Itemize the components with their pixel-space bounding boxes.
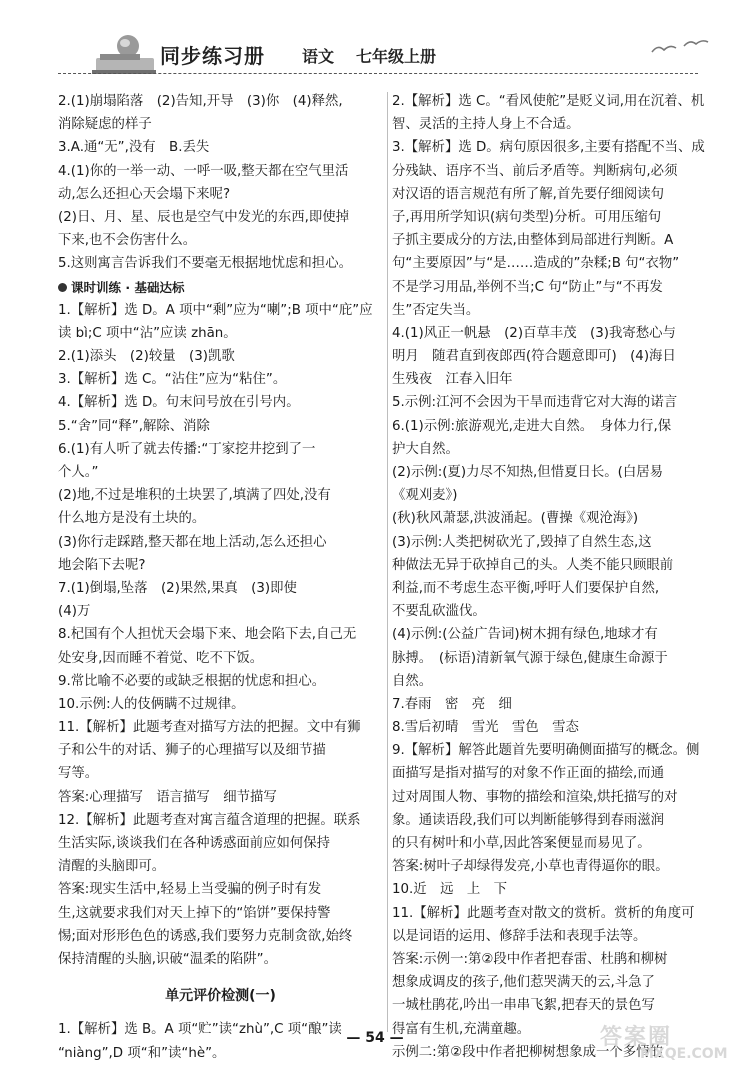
answer-line: 10.近 远 上 下 — [392, 882, 508, 898]
answer-line: (秋)秋风萧瑟,洪波涌起。(曹操《观沧海》) — [392, 511, 639, 527]
answer-line: 护大自然。 — [392, 441, 459, 457]
answer-line: 的只有树叶和小草,因此答案便显而易见了。 — [392, 836, 651, 851]
series-title: 同步练习册 — [160, 44, 265, 68]
answer-line: (3)你行走踩踏,整天都在地上活动,怎么还担心 — [58, 534, 327, 550]
answer-line: 个人。” — [58, 465, 99, 481]
answer-line: 3.A.通“无”,没有 B.丢失 — [58, 140, 210, 156]
answer-line: 11.【解析】此题考查对散文的赏析。赏析的角度可 — [392, 905, 695, 921]
answer-line: “niàng”,D 项“和”读“hè”。 — [58, 1045, 226, 1061]
flying-birds-icon — [648, 36, 718, 60]
answer-line: 答案:示例一:第②段中作者把春雷、杜鹃和柳树 — [392, 951, 668, 967]
answer-line: 生活实际,谈谈我们在各种诱惑面前应如何保持 — [58, 836, 331, 852]
grade-label: 七年级上册 — [356, 47, 437, 66]
answer-line: 生残夜 江春入旧年 — [392, 372, 513, 388]
answer-line: 得富有生机,充满童趣。 — [392, 1021, 531, 1037]
answer-line: (4)示例:(公益广告词)树木拥有绿色,地球才有 — [392, 627, 658, 643]
page-header — [48, 28, 708, 84]
answer-line: 6.(1)示例:旅游观光,走进大自然。 身体力行,保 — [392, 418, 672, 434]
answer-line: 示例二:第②段中作者把柳树想象成一个多情的 — [392, 1044, 663, 1060]
answer-line: 想象成调皮的孩子,他们惹哭满天的云,斗急了 — [392, 975, 655, 991]
answer-line: 8.杞国有个人担忧天会塌下来、地会陷下去,自己无 — [58, 627, 357, 643]
answer-line: 3.【解析】选 D。病句原因很多,主要有搭配不当、成 — [392, 140, 705, 156]
answer-line: 答案:树叶子却绿得发亮,小草也青得逼你的眼。 — [392, 859, 669, 875]
answer-line: 下来,也不会伤害什么。 — [58, 233, 197, 249]
answer-line: 9.【解析】解答此题首先要明确侧面描写的概念。侧 — [392, 743, 700, 759]
subject-label: 语文 — [302, 47, 335, 66]
answer-line: 读 bì;C 项中“沾”应读 zhān。 — [58, 325, 237, 341]
answer-line: 4.(1)风正一帆悬 (2)百草丰茂 (3)我寄愁心与 — [392, 325, 676, 341]
answer-line: 4.【解析】选 D。句末问号放在引号内。 — [58, 395, 300, 411]
book-globe-logo-icon — [88, 32, 158, 78]
answer-line: 4.(1)你的一举一动、一呼一吸,整天都在空气里活 — [58, 163, 349, 179]
watermark-url: MXQE.COM — [640, 1046, 728, 1062]
answer-line: 子抓主要成分的方法,由整体到局部进行判断。A — [392, 233, 674, 249]
answer-line: 自然。 — [392, 673, 433, 689]
answer-line: 以是词语的运用、修辞手法和表现手法等。 — [392, 928, 647, 944]
section-heading: 课时训练 · 基础达标 — [58, 276, 383, 299]
answer-line: 7.(1)倒塌,坠落 (2)果然,果真 (3)即使 — [58, 580, 297, 596]
left-column — [58, 90, 383, 1065]
unit-title: 单元评价检测(一) — [165, 988, 276, 1005]
answer-line: 1.【解析】选 D。A 项中“剩”应为“喇”;B 项中“庇”应 — [58, 302, 373, 318]
answer-line: 5.示例:江河不会因为干旱而违背它对大海的诺言 — [392, 395, 678, 411]
answer-line: (2)示例:(夏)力尽不知热,但惜夏日长。(白居易 — [392, 465, 664, 480]
answer-line: 惕;面对形形色色的诱惑,我们要努力克制贪欲,始终 — [58, 928, 353, 944]
answer-line: 明月 随君直到夜郎西(符合题意即可) (4)海日 — [392, 349, 676, 365]
answer-line: 什么地方是没有土块的。 — [58, 511, 206, 527]
answer-line: 9.常比喻不必要的或缺乏根据的忧虑和担心。 — [58, 673, 326, 689]
answer-line: 《观刈麦》) — [392, 488, 458, 504]
answer-line: 分残缺、语序不当、前后矛盾等。判断病句,必须 — [392, 163, 678, 179]
answer-line: (4)万 — [58, 604, 91, 620]
column-divider — [387, 92, 388, 1032]
answer-line: 5.“舍”同“释”,解除、消除 — [58, 418, 210, 434]
answer-line: 12.【解析】此题考查对寓言蕴含道理的把握。联系 — [58, 812, 361, 828]
answer-line: 地会陷下去呢? — [58, 557, 146, 573]
answer-line: 生,这就要求我们对天上掉下的“馅饼”要保持警 — [58, 905, 331, 921]
answer-line: 句“主要原因”与“是……造成的”杂糅;B 句“衣物” — [392, 256, 680, 272]
answer-line: 5.这则寓言告诉我们不要毫无根据地忧虑和担心。 — [58, 256, 352, 272]
answer-line: 脉搏。 (标语)清新氧气源于绿色,健康生命源于 — [392, 650, 668, 666]
answer-line: 8.雪后初晴 雪光 雪色 雪态 — [392, 720, 579, 736]
answer-line: 10.示例:人的伎俩瞒不过规律。 — [58, 696, 245, 712]
answer-line: 一城杜鹃花,吟出一串串飞絮,把春天的景色写 — [392, 998, 655, 1014]
answer-line: 清醒的头脑即可。 — [58, 859, 166, 875]
answer-line: 7.春雨 密 亮 细 — [392, 696, 512, 712]
answer-line: 11.【解析】此题考查对描写方法的把握。文中有狮 — [58, 720, 361, 736]
answer-line: 过对周围人物、事物的描绘和渲染,烘托描写的对 — [392, 789, 678, 805]
answer-line: 智、灵活的主持人身上不合适。 — [392, 117, 580, 133]
answer-line: 1.【解析】选 B。A 项“贮”读“zhù”,C 项“酿”读 — [58, 1022, 342, 1038]
answer-line: 答案:心理描写 语言描写 细节描写 — [58, 789, 277, 805]
answer-line: 2.(1)崩塌陷落 (2)告知,开导 (3)你 (4)释然, — [58, 94, 343, 109]
answer-line: 不要乱砍滥伐。 — [392, 604, 486, 620]
answer-line: (2)日、月、星、辰也是空气中发光的东西,即使掉 — [58, 209, 350, 225]
answer-line: 保持清醒的头脑,识破“温柔的陷阱”。 — [58, 951, 277, 967]
answer-line: 动,怎么还担心天会塌下来呢? — [58, 186, 231, 202]
answer-line: 利益,而不考虑生态平衡,呼吁人们要保护自然, — [392, 580, 660, 596]
watermark-text: 答案圈 — [600, 1025, 673, 1050]
page-number: — 54 — — [346, 1030, 404, 1046]
answer-line: 写等。 — [58, 766, 99, 782]
answer-line: (2)地,不过是堆积的土块罢了,填满了四处,没有 — [58, 488, 331, 504]
answer-line: 子和公牛的对话、狮子的心理描写以及细节描 — [58, 743, 326, 759]
answer-line: 3.【解析】选 C。“沾住”应为“粘住”。 — [58, 372, 287, 388]
answer-line: 不是学习用品,举例不当;C 句“防止”与“不再发 — [392, 279, 663, 295]
answer-line: 消除疑虑的样子 — [58, 117, 152, 133]
answer-line: 种做法无异于砍掉自己的头。人类不能只顾眼前 — [392, 557, 674, 573]
answer-line: 子,再用所学知识(病句类型)分析。可用压缩句 — [392, 209, 662, 225]
answer-line: 对汉语的语言规范有所了解,首先要仔细阅读句 — [392, 186, 665, 202]
answer-line: 2.【解析】选 C。“看风使舵”是贬义词,用在沉着、机 — [392, 94, 705, 109]
answer-line: 象。通读语段,我们可以判断能够得到春雨滋润 — [392, 812, 665, 828]
answer-line: 生”否定失当。 — [392, 302, 480, 318]
answer-line: 处安身,因而睡不着觉、吃不下饭。 — [58, 650, 264, 666]
answer-line: 面描写是指对描写的对象不作正面的描绘,而通 — [392, 766, 665, 782]
answer-line: 答案:现实生活中,轻易上当受骗的例子时有发 — [58, 882, 322, 898]
right-column — [392, 90, 717, 1064]
answer-line: 6.(1)有人听了就去传播:“丁家挖井挖到了一 — [58, 441, 316, 457]
section-bullet-icon — [58, 283, 67, 292]
header-rule — [58, 73, 698, 74]
answer-line: 2.(1)添头 (2)较量 (3)凯歌 — [58, 349, 235, 365]
answer-line: (3)示例:人类把树砍光了,毁掉了自然生态,这 — [392, 534, 652, 550]
